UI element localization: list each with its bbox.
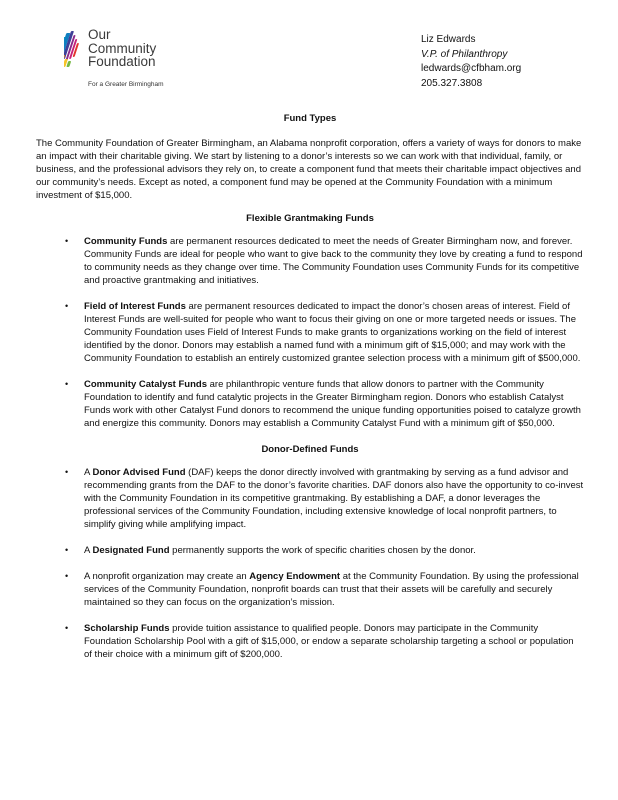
contact-block <box>421 33 521 91</box>
item-lead: A <box>84 467 93 478</box>
fund-name: Agency Endowment <box>249 571 341 582</box>
foundation-logo <box>64 28 214 92</box>
item-lead: A <box>84 545 93 556</box>
item-lead: A nonprofit organization may create an <box>84 571 250 582</box>
list-item <box>36 570 584 609</box>
item-description: (DAF) keeps the donor directly involved with grantmaking by serving as a fund advisor and recommending grants from the DAF to the donor’s favorite charities. DAF donors also have the opportunity to co-invest with the Community Foundation in its competitive grantmaking. By establishing a DAF, a donor leverages the professional services of the Community Foundation, including extensive knowledge of local nonprofit partners, to simplify giving while amplifying impact. <box>84 467 584 530</box>
fund-name: Community Catalyst Funds <box>84 379 207 390</box>
logo-name-line: Community <box>88 40 157 56</box>
list-item <box>36 466 584 531</box>
bullet-icon: • <box>65 379 69 389</box>
logo-name-line: Foundation <box>88 54 156 69</box>
bullet-icon: • <box>65 236 69 246</box>
item-description: are philanthropic venture funds that allow donors to partner with the Community Foundation to identify and fund catalytic projects in the Greater Birmingham region. Donors who establish Catalyst Funds work with other Catalyst Fund donors to recommend the unique funding opportunities poised to catalyze growth and energize this community. Donors may establish a Community Catalyst Fund with a minimum gift of $50,000. <box>84 379 581 429</box>
logo-stripe <box>66 61 71 67</box>
item-description: at the Community Foundation. By using the professional services of the Community Foundation, nonprofit boards can trust that their assets will be carefully and securely maintained so they can focus on the organization’s mission. <box>84 571 579 608</box>
intro-paragraph: The Community Foundation of Greater Birmingham, an Alabama nonprofit corporation, offers a variety of ways for donors to make an impact with their charitable giving. We start by listening to a donor’s interests so we can work with that individual, family, or business, and the professional advisors they rely on, to create a component fund that meets their charitable impact objectives and our community’s needs. Except as noted, a component fund may be opened at the Community Foundation with a minimum investment of $15,000. <box>36 138 582 201</box>
item-description: are permanent resources dedicated to impact the donor’s chosen areas of interest. Field of Interest Funds are well-suited for people who want to focus their giving on one or more targeted needs or issues. The Community Foundation uses Field of Interest Funds to make grants to organizations working on the field of interest identified by the donor. Donors may establish a named fund with a minimum gift of $15,000; and may work with the Community Foundation to establish an entirely customized grantee selection process with a minimum gift of $500,000. <box>84 301 581 364</box>
contact-title: V.P. of Philanthropy <box>421 48 508 60</box>
fund-list-flexible <box>36 235 584 430</box>
list-item <box>36 544 584 557</box>
list-item <box>36 622 584 661</box>
fund-name: Community Funds <box>84 236 168 247</box>
contact-email[interactable]: ledwards@cfbham.org <box>421 63 522 75</box>
contact-name: Liz Edwards <box>421 34 476 45</box>
logo-mark-icon <box>64 31 86 67</box>
logo-tagline: For a Greater Birmingham <box>88 81 164 88</box>
list-item <box>36 235 584 287</box>
logo-name <box>88 28 156 69</box>
fund-list-donor-defined <box>36 466 584 661</box>
bullet-icon: • <box>65 623 69 633</box>
item-description: permanently supports the work of specific charities chosen by the donor. <box>169 545 476 556</box>
list-item <box>36 378 584 430</box>
bullet-icon: • <box>65 571 69 581</box>
item-description: are permanent resources dedicated to meet the needs of Greater Birmingham now, and forever. Community Funds are ideal for people who want to give back to the community they love by creating a fund to respond to community needs as they change over time. The Community Foundation uses Community Funds for its competitive and proactive grantmaking and initiatives. <box>84 236 583 286</box>
page-title: Fund Types <box>283 113 337 124</box>
fund-name: Donor Advised Fund <box>92 467 186 478</box>
logo-name-line: Our <box>88 27 111 42</box>
item-description: provide tuition assistance to qualified people. Donors may participate in the Community Foundation Scholarship Pool with a gift of $15,000, or endow a separate scholarship targeting a school or population of their choice with a minimum gift of $200,000. <box>84 623 574 660</box>
fund-name: Field of Interest Funds <box>84 301 186 312</box>
section-heading-donor-defined: Donor-Defined Funds <box>261 444 359 455</box>
document-body <box>36 112 584 674</box>
bullet-icon: • <box>65 467 69 477</box>
bullet-icon: • <box>65 301 69 311</box>
fund-name: Scholarship Funds <box>84 623 170 634</box>
contact-phone: 205.327.3808 <box>421 77 483 89</box>
list-item <box>36 300 584 365</box>
section-heading-flexible: Flexible Grantmaking Funds <box>246 213 374 224</box>
fund-name: Designated Fund <box>92 545 170 556</box>
bullet-icon: • <box>65 545 69 555</box>
